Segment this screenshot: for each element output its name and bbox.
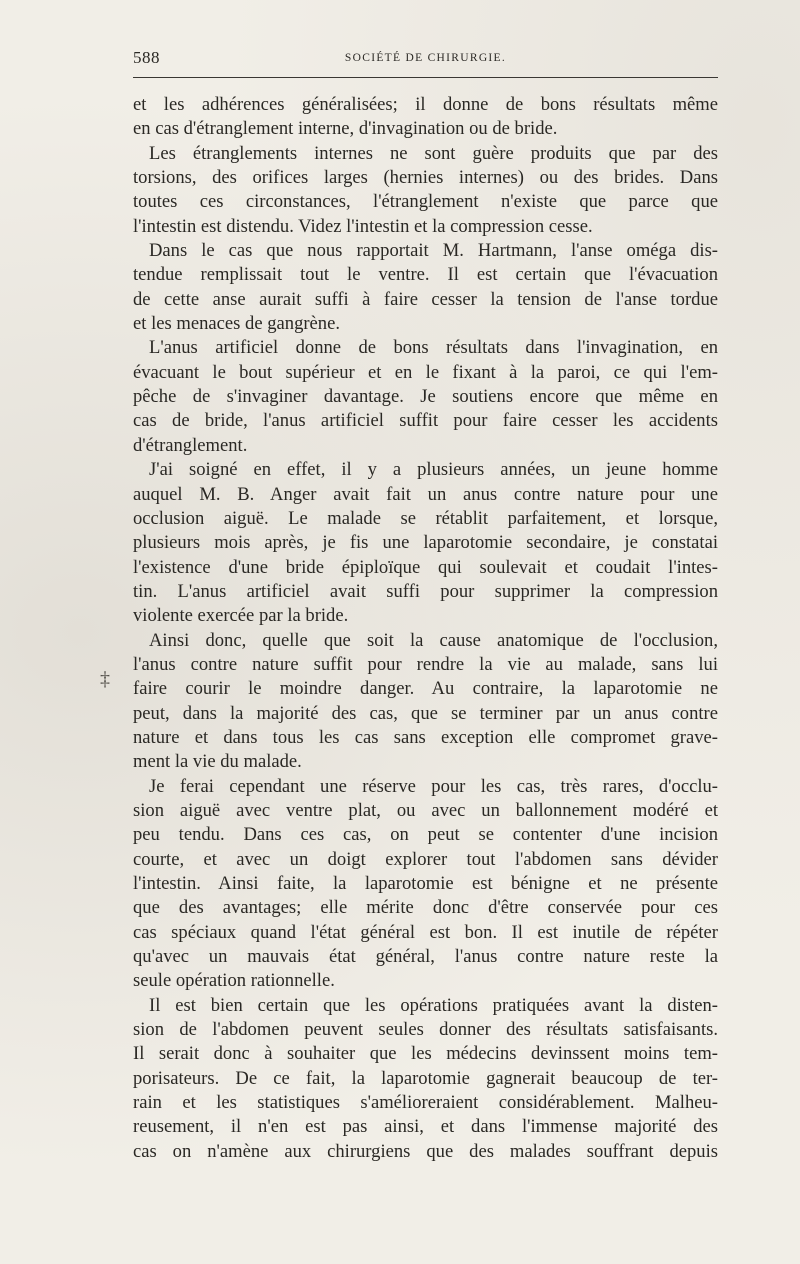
text-line: l'intestin. Ainsi faite, la laparotomie est bénigne et ne présente — [133, 873, 718, 894]
text-line: pêche de s'invaginer davantage. Je soutiens encore que même en — [133, 386, 718, 408]
text-line: cas de bride, l'anus artificiel suffit pour faire cesser les accidents — [133, 410, 718, 432]
text-line: de cette anse aurait suffi à faire cesser la tension de l'anse tordue — [133, 288, 718, 310]
page-header — [133, 44, 718, 74]
text-line: et les menaces de gangrène. — [133, 313, 341, 335]
text-line: l'anus contre nature suffit pour rendre la vie au malade, sans lui — [133, 653, 718, 675]
text-line: occlusion aiguë. Le malade se rétablit parfaitement, et lorsque, — [133, 507, 718, 529]
text-line: rain et les statistiques s'amélioreraient considérablement. Malheu- — [133, 1092, 718, 1114]
text-line: Dans le cas que nous rapportait M. Hartmann, l'anse oméga dis- — [149, 240, 718, 262]
header-rule — [133, 77, 718, 78]
text-line: plusieurs mois après, je fis une laparotomie secondaire, je constatai — [133, 532, 718, 554]
text-line: seule opération rationnelle. — [133, 970, 335, 992]
text-line: cas spéciaux quand l'état général est bon. Il est inutile de répéter — [133, 921, 718, 943]
text-line: Les étranglements internes ne sont guère produits que par des — [149, 142, 718, 164]
text-line: peut, dans la majorité des cas, que se terminer par un anus contre — [133, 702, 718, 724]
text-line: J'ai soigné en effet, il y a plusieurs années, un jeune homme — [149, 459, 718, 481]
text-line: courte, et avec un doigt explorer tout l'abdomen sans dévider — [133, 848, 718, 870]
margin-annotation-mark: ‡ — [100, 668, 110, 690]
text-line: évacuant le bout supérieur et en le fixant à la paroi, ce qui l'em- — [133, 361, 718, 383]
text-line: en cas d'étranglement interne, d'invagination ou de bride. — [133, 118, 558, 140]
text-line: L'anus artificiel donne de bons résultats dans l'invagination, en — [149, 337, 718, 359]
text-line: toutes ces circonstances, l'étranglement n'existe que parce que — [133, 191, 718, 213]
running-head: SOCIÉTÉ DE CHIRURGIE. — [344, 52, 507, 64]
text-line: faire courir le moindre danger. Au contraire, la laparotomie ne — [133, 678, 718, 700]
body-text — [133, 93, 718, 1164]
text-line: Il serait donc à souhaiter que les médecins devinssent moins tem- — [133, 1043, 718, 1065]
text-line: peu tendu. Dans ces cas, on peut se contenter d'une incision — [133, 824, 718, 846]
text-line: Ainsi donc, quelle que soit la cause anatomique de l'occlusion, — [149, 629, 718, 651]
text-line: torsions, des orifices larges (hernies internes) ou des brides. Dans — [133, 167, 718, 189]
text-line: l'intestin est distendu. Videz l'intestin et la compression cesse. — [133, 215, 593, 237]
text-line: que des avantages; elle mérite donc d'être conservée pour ces — [133, 897, 718, 919]
text-line: Je ferai cependant une réserve pour les cas, très rares, d'occlu- — [149, 775, 718, 797]
text-line: qu'avec un mauvais état général, l'anus contre nature reste la — [133, 946, 718, 968]
text-line: l'existence d'une bride épiploïque qui soulevait et coudait l'intes- — [133, 556, 718, 578]
text-line: Il est bien certain que les opérations pratiquées avant la disten- — [149, 994, 718, 1016]
text-line: tin. L'anus artificiel avait suffi pour supprimer la compression — [133, 580, 718, 602]
text-line: tendue remplissait tout le ventre. Il est certain que l'évacuation — [133, 264, 718, 286]
text-line: ment la vie du malade. — [133, 751, 302, 773]
text-line: auquel M. B. Anger avait fait un anus contre nature pour une — [133, 483, 718, 505]
text-line: nature et dans tous les cas sans exception elle compromet grave- — [133, 726, 718, 748]
text-line: reusement, il n'en est pas ainsi, et dans l'immense majorité des — [133, 1116, 718, 1138]
text-line: sion de l'abdomen peuvent seules donner des résultats satisfaisants. — [133, 1019, 718, 1041]
text-line: et les adhérences généralisées; il donne de bons résultats même — [133, 94, 718, 115]
text-line: porisateurs. De ce fait, la laparotomie gagnerait beaucoup de ter- — [133, 1067, 718, 1089]
text-line: sion aiguë avec ventre plat, ou avec un ballonnement modéré et — [133, 799, 718, 821]
text-line: violente exercée par la bride. — [133, 605, 349, 627]
text-line: d'étranglement. — [133, 434, 248, 456]
text-line: cas on n'amène aux chirurgiens que des malades souffrant depuis — [133, 1140, 718, 1162]
page-number: 588 — [133, 48, 160, 67]
